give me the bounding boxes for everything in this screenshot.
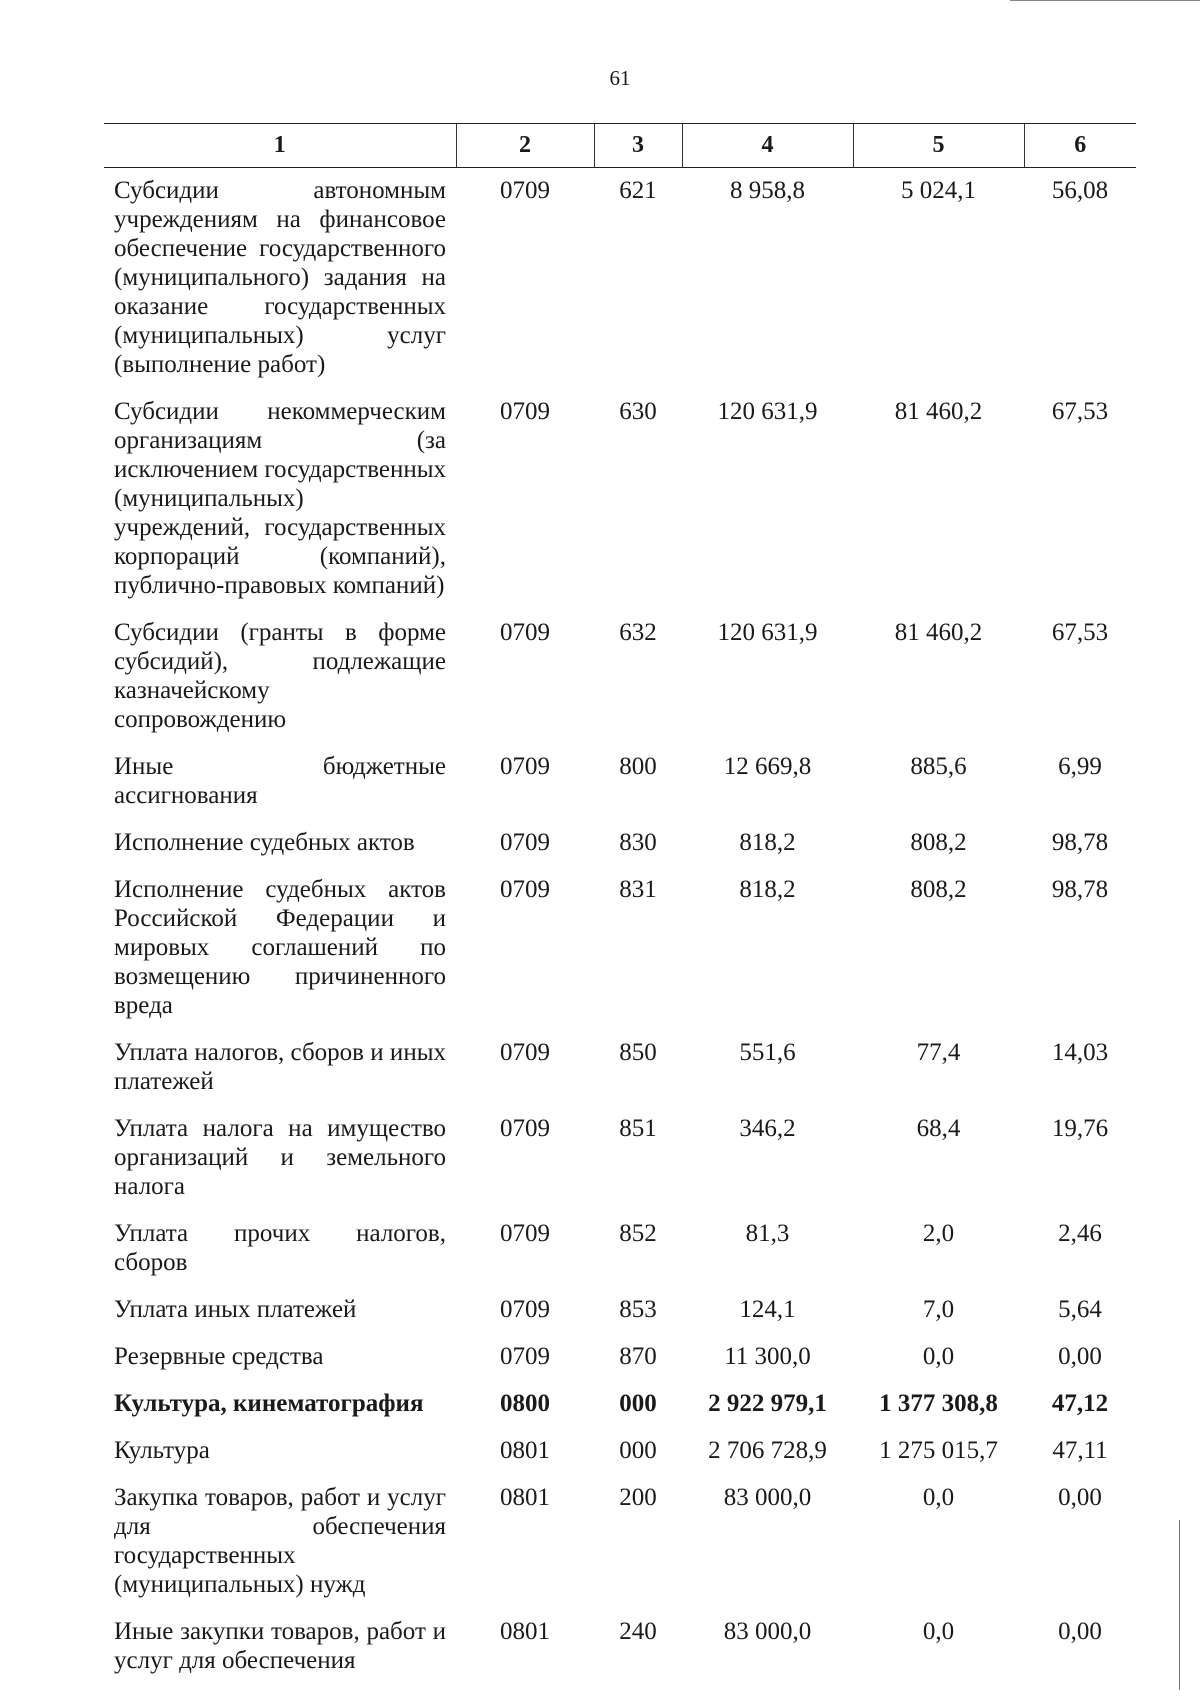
scan-edge-line xyxy=(1179,1520,1180,1690)
table-row xyxy=(104,1211,1136,1287)
row-planned-amount: 8 958,8 xyxy=(730,177,805,204)
row-planned-amount: 2 706 728,9 xyxy=(708,1437,827,1464)
row-percent-executed: 5,64 xyxy=(1058,1296,1102,1323)
row-name: Уплата налога на имущество организаций и земельного налога xyxy=(114,1115,446,1200)
table-body xyxy=(104,168,1136,1676)
row-actual-amount: 2,0 xyxy=(922,1220,955,1247)
row-section-code: 0709 xyxy=(500,177,550,204)
row-section-code: 0709 xyxy=(500,753,550,780)
row-actual-amount: 808,2 xyxy=(910,876,967,903)
table-row xyxy=(104,1381,1136,1428)
row-planned-amount: 12 669,8 xyxy=(723,753,812,780)
row-section-code: 0709 xyxy=(500,829,550,856)
row-name: Исполнение судебных актов Российской Федерации и мировых соглашений по возмещению причиненного вреда xyxy=(114,876,446,1019)
row-name: Субсидии автономным учреждениям на финансовое обеспечение государственного (муниципального) задания на оказание государственных (муниципальных) услуг (выполнение работ) xyxy=(114,177,446,378)
row-planned-amount: 818,2 xyxy=(739,876,796,903)
table-row xyxy=(104,1475,1136,1609)
table-row xyxy=(104,168,1136,390)
row-percent-executed: 0,00 xyxy=(1058,1484,1102,1511)
row-section-code: 0709 xyxy=(500,398,550,425)
row-name: Уплата иных платежей xyxy=(114,1296,357,1323)
row-name: Резервные средства xyxy=(114,1343,324,1370)
row-expense-type: 853 xyxy=(619,1296,657,1323)
table-row xyxy=(104,744,1136,820)
row-name: Культура, кинематография xyxy=(114,1390,424,1417)
row-actual-amount: 81 460,2 xyxy=(894,398,983,425)
row-percent-executed: 19,76 xyxy=(1051,1115,1109,1142)
row-actual-amount: 0,0 xyxy=(922,1343,955,1370)
row-expense-type: 852 xyxy=(619,1220,657,1247)
row-actual-amount: 81 460,2 xyxy=(894,619,983,646)
row-percent-executed: 14,03 xyxy=(1051,1039,1109,1066)
table-row xyxy=(104,610,1136,744)
row-name: Культура xyxy=(114,1437,210,1464)
row-expense-type: 000 xyxy=(619,1437,657,1464)
row-planned-amount: 81,3 xyxy=(745,1220,790,1247)
row-planned-amount: 83 000,0 xyxy=(723,1618,812,1645)
row-expense-type: 000 xyxy=(619,1390,657,1417)
row-actual-amount: 0,0 xyxy=(922,1618,955,1645)
row-section-code: 0709 xyxy=(500,619,550,646)
row-percent-executed: 98,78 xyxy=(1051,876,1109,903)
row-section-code: 0709 xyxy=(500,876,550,903)
row-actual-amount: 1 377 308,8 xyxy=(879,1390,998,1417)
row-name: Субсидии (гранты в форме субсидий), подлежащие казначейскому сопровождению xyxy=(114,619,446,733)
header-col-2: 2 xyxy=(456,124,594,168)
row-expense-type: 831 xyxy=(619,876,657,903)
row-actual-amount: 1 275 015,7 xyxy=(879,1437,998,1464)
table-row xyxy=(104,1334,1136,1381)
row-planned-amount: 2 922 979,1 xyxy=(708,1390,827,1417)
row-actual-amount: 0,0 xyxy=(922,1484,955,1511)
row-actual-amount: 808,2 xyxy=(910,829,967,856)
row-section-code: 0709 xyxy=(500,1296,550,1323)
row-planned-amount: 818,2 xyxy=(739,829,796,856)
row-section-code: 0800 xyxy=(500,1390,550,1417)
table-row xyxy=(104,1428,1136,1475)
row-section-code: 0709 xyxy=(500,1220,550,1247)
scan-top-line xyxy=(1010,0,1200,1)
row-name: Закупка товаров, работ и услуг для обеспечения государственных (муниципальных) нужд xyxy=(114,1484,446,1598)
row-planned-amount: 11 300,0 xyxy=(724,1343,811,1370)
table-row xyxy=(104,389,1136,610)
row-expense-type: 830 xyxy=(619,829,657,856)
row-expense-type: 800 xyxy=(619,753,657,780)
row-expense-type: 621 xyxy=(619,177,657,204)
row-planned-amount: 83 000,0 xyxy=(723,1484,812,1511)
row-percent-executed: 0,00 xyxy=(1058,1343,1102,1370)
header-col-4: 4 xyxy=(682,124,853,168)
row-section-code: 0709 xyxy=(500,1039,550,1066)
row-actual-amount: 885,6 xyxy=(910,753,967,780)
row-section-code: 0801 xyxy=(500,1618,550,1645)
row-expense-type: 870 xyxy=(619,1343,657,1370)
row-actual-amount: 77,4 xyxy=(916,1039,961,1066)
table-row xyxy=(104,1030,1136,1106)
row-expense-type: 850 xyxy=(619,1039,657,1066)
row-name: Уплата налогов, сборов и иных платежей xyxy=(114,1039,446,1095)
row-expense-type: 240 xyxy=(619,1618,657,1645)
row-section-code: 0709 xyxy=(500,1115,550,1142)
table-row xyxy=(104,1609,1136,1675)
row-name: Иные закупки товаров, работ и услуг для обеспечения xyxy=(114,1618,446,1674)
header-col-5: 5 xyxy=(853,124,1024,168)
row-actual-amount: 7,0 xyxy=(922,1296,955,1323)
header-col-6: 6 xyxy=(1024,124,1136,168)
row-expense-type: 200 xyxy=(619,1484,657,1511)
table-row xyxy=(104,1287,1136,1334)
row-planned-amount: 346,2 xyxy=(739,1115,796,1142)
row-percent-executed: 56,08 xyxy=(1051,177,1109,204)
row-percent-executed: 47,12 xyxy=(1051,1390,1109,1417)
table-row xyxy=(104,867,1136,1030)
row-percent-executed: 67,53 xyxy=(1051,619,1109,646)
budget-table xyxy=(104,123,1136,1675)
row-planned-amount: 120 631,9 xyxy=(717,398,818,425)
row-section-code: 0801 xyxy=(500,1437,550,1464)
table-header-row xyxy=(104,124,1136,168)
header-col-1: 1 xyxy=(104,124,456,168)
row-planned-amount: 551,6 xyxy=(739,1039,796,1066)
row-section-code: 0709 xyxy=(500,1343,550,1370)
row-actual-amount: 5 024,1 xyxy=(901,177,976,204)
row-percent-executed: 67,53 xyxy=(1051,398,1109,425)
row-percent-executed: 0,00 xyxy=(1058,1618,1102,1645)
row-percent-executed: 6,99 xyxy=(1058,753,1102,780)
row-name: Уплата прочих налогов, сборов xyxy=(114,1220,446,1276)
header-col-3: 3 xyxy=(594,124,682,168)
page-number: 61 xyxy=(609,66,631,90)
row-percent-executed: 2,46 xyxy=(1058,1220,1102,1247)
row-name: Субсидии некоммерческим организациям (за исключением государственных (муниципальных) учреждений, государственных корпораций (компаний), публично-правовых компаний) xyxy=(114,398,447,599)
row-expense-type: 851 xyxy=(619,1115,657,1142)
row-planned-amount: 120 631,9 xyxy=(717,619,818,646)
row-planned-amount: 124,1 xyxy=(739,1296,796,1323)
row-expense-type: 632 xyxy=(619,619,657,646)
row-expense-type: 630 xyxy=(619,398,657,425)
table-row xyxy=(104,1106,1136,1211)
row-name: Исполнение судебных актов xyxy=(114,829,415,856)
row-section-code: 0801 xyxy=(500,1484,550,1511)
table-row xyxy=(104,820,1136,867)
row-actual-amount: 68,4 xyxy=(916,1115,961,1142)
row-name: Иные бюджетные ассигнования xyxy=(114,753,446,809)
row-percent-executed: 47,11 xyxy=(1052,1437,1108,1464)
row-percent-executed: 98,78 xyxy=(1051,829,1109,856)
